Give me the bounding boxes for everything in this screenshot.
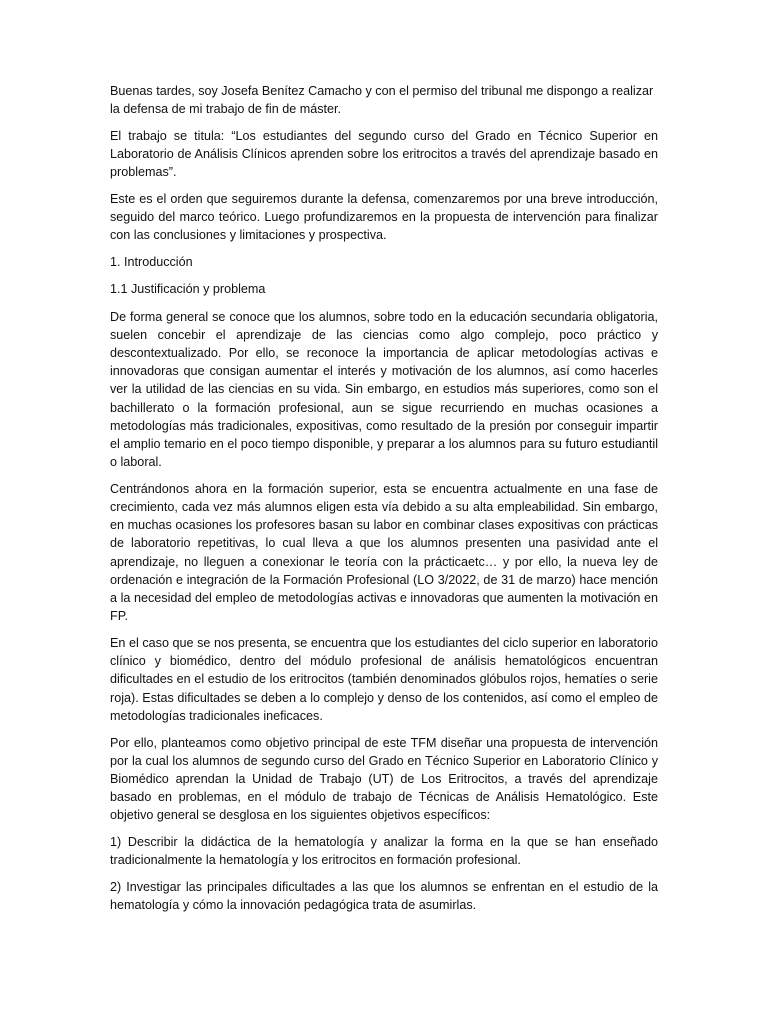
body-paragraph: Por ello, planteamos como objetivo principal de este TFM diseñar una propuesta de intervención por la cual los alumnos de segundo curso del Grado en Técnico Superior en Laboratorio Clínico y Biomédico aprendan la Unidad de Trabajo (UT) de Los Eritrocitos, a través del aprendizaje basado en problemas, en el módulo de trabajo de Técnicas de Análisis Hematológico. Este objetivo general se desglosa en los siguientes objetivos específicos: [110,735,658,823]
greeting-paragraph: Buenas tardes, soy Josefa Benítez Camacho y con el permiso del tribunal me dispongo a realizar la defensa de mi trabajo de fin de máster. [110,84,654,117]
title-paragraph: El trabajo se titula: “Los estudiantes del segundo curso del Grado en Técnico Superior en Laboratorio de Análisis Clínicos aprenden sobre los eritrocitos a través del aprendizaje basado en problemas”. [110,128,658,180]
section-heading-introduction: 1. Introducción [110,255,193,270]
document-page [110,82,658,923]
objective-item: 1) Describir la didáctica de la hematología y analizar la forma en la que se han enseñado tradicionalmente la hematología y los eritrocitos en formación profesional. [110,835,658,868]
subsection-heading-justification: 1.1 Justificación y problema [110,282,266,297]
body-paragraph: Centrándonos ahora en la formación superior, esta se encuentra actualmente en una fase de crecimiento, cada vez más alumnos eligen esta vía debido a su alta empleabilidad. Sin embargo, en muchas ocasiones los profesores basan su labor en combinar clases expositivas con prácticas de laboratorio repetitivas, lo cual lleva a que los alumnos presenten una pasividad ante el aprendizaje, no lleguen a conexionar le teoría con la prácticaetc… y por ello, la nueva ley de ordenación e integración de la Formación Profesional (LO 3/2022, de 31 de marzo) hace mención a la necesidad del empleo de metodologías activas e innovadoras que aumenten la motivación en FP. [110,481,658,624]
objective-item: 2) Investigar las principales dificultades a las que los alumnos se enfrentan en el estudio de la hematología y cómo la innovación pedagógica trata de asumirlas. [110,879,658,913]
body-paragraph: En el caso que se nos presenta, se encuentra que los estudiantes del ciclo superior en laboratorio clínico y biomédico, dentro del módulo profesional de análisis hematológicos encuentran dificultades en el estudio de los eritrocitos (también denominados glóbulos rojos, hematíes o serie roja). Estas dificultades se deben a lo complejo y denso de los contenidos, así como el empleo de metodologías tradicionales ineficaces. [110,635,658,723]
outline-paragraph: Este es el orden que seguiremos durante la defensa, comenzaremos por una breve introducción, seguido del marco teórico. Luego profundizaremos en la propuesta de intervención para finalizar con las conclusiones y limitaciones y prospectiva. [110,192,658,243]
body-paragraph: De forma general se conoce que los alumnos, sobre todo en la educación secundaria obligatoria, suelen concebir el aprendizaje de las ciencias como algo complejo, poco práctico y descontextualizado. Por ello, se reconoce la importancia de aplicar metodologías activas e innovadoras que consigan aumentar el interés y motivación de los alumnos, así como hacerles ver la utilidad de las ciencias en su vida. Sin embargo, en estudios más superiores, como son el bachillerato o la formación profesional, aun se sigue recurriendo en muchas ocasiones a metodologías más tradicionales, expositivas, como resultado de la presión por conseguir impartir el amplio temario en el poco tiempo disponible, y preparar a los alumnos para su futuro estudiantil o laboral. [110,309,658,470]
